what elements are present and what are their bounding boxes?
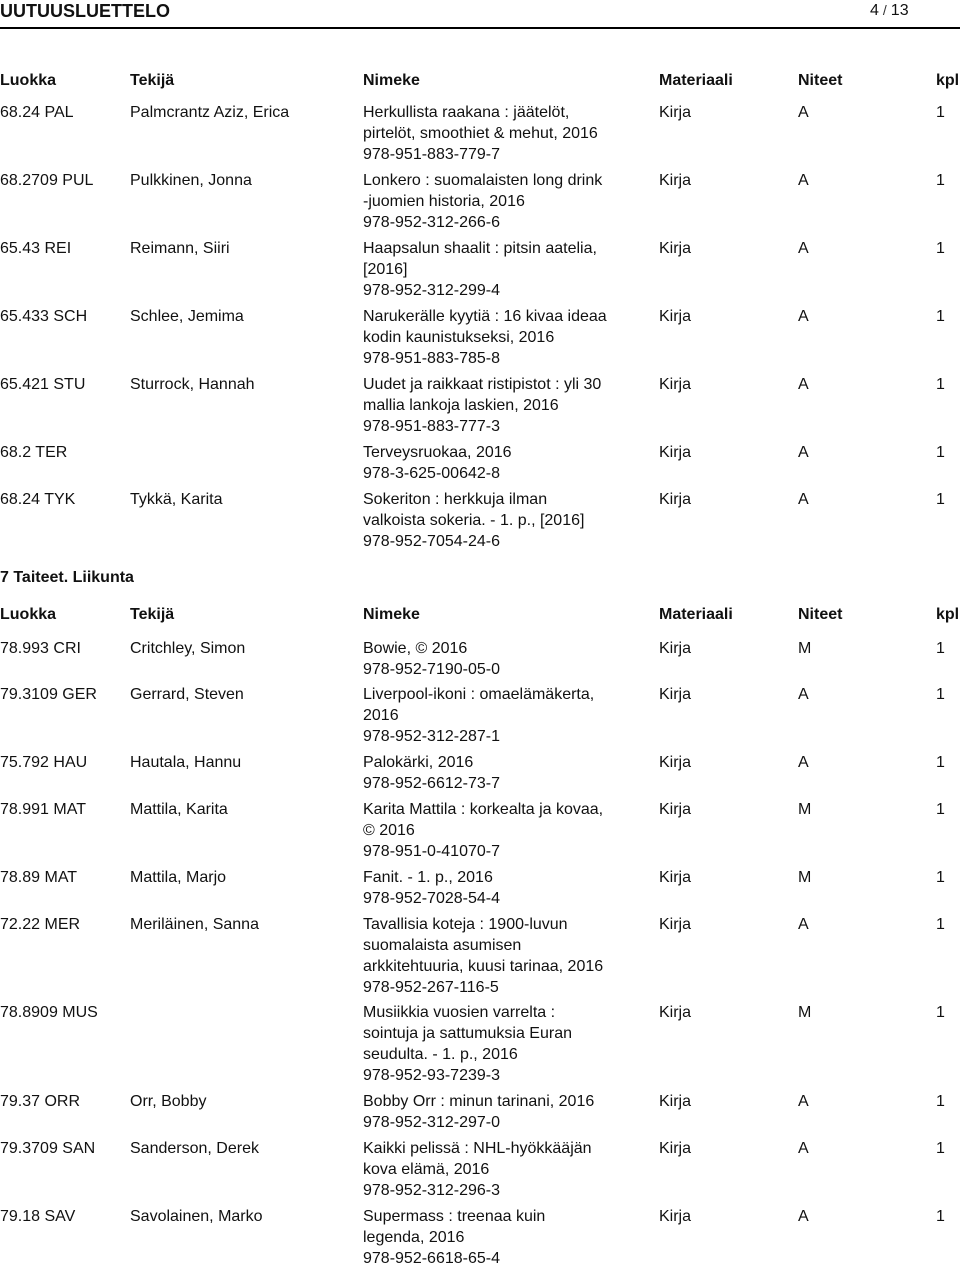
- luokka-cell: 78.991 MAT: [0, 801, 86, 818]
- luokka-cell: 68.2709 PUL: [0, 172, 94, 189]
- nimeke-cell: [363, 170, 602, 233]
- luokka-cell: 79.37 ORR: [0, 1093, 81, 1110]
- title-line: Palokärki, 2016: [363, 754, 474, 771]
- tekija-cell: Hautala, Hannu: [130, 754, 242, 771]
- materiaali-cell: Kirja: [659, 376, 692, 393]
- title-line: seudulta. - 1. p., 2016: [363, 1046, 518, 1063]
- kpl-cell: 1: [936, 801, 945, 818]
- title-line: Herkullista raakana : jäätelöt,: [363, 104, 570, 121]
- niteet-cell: A: [798, 240, 809, 257]
- tekija-cell: Mattila, Karita: [130, 801, 228, 818]
- niteet-cell: A: [798, 916, 809, 933]
- materiaali-cell: Kirja: [659, 491, 692, 508]
- nimeke-cell: [363, 442, 512, 484]
- title-line: Bobby Orr : minun tarinani, 2016: [363, 1093, 595, 1110]
- niteet-cell: M: [798, 1004, 812, 1021]
- materiaali-cell: Kirja: [659, 1140, 692, 1157]
- kpl-cell: 1: [936, 491, 945, 508]
- kpl-cell: 1: [936, 172, 945, 189]
- niteet-cell: A: [798, 104, 809, 121]
- title-line: [2016]: [363, 261, 408, 278]
- luokka-cell: 79.3109 GER: [0, 686, 97, 703]
- title-line: Sokeriton : herkkuja ilman: [363, 491, 548, 508]
- column-header-luokka: Luokka: [0, 606, 57, 623]
- materiaali-cell: Kirja: [659, 916, 692, 933]
- kpl-cell: 1: [936, 686, 945, 703]
- nimeke-cell: [363, 1206, 545, 1269]
- niteet-cell: A: [798, 1208, 809, 1225]
- tekija-cell: Meriläinen, Sanna: [130, 916, 259, 933]
- isbn-line: 978-952-312-299-4: [363, 282, 500, 299]
- materiaali-cell: Kirja: [659, 1208, 692, 1225]
- isbn-line: 978-952-6612-73-7: [363, 775, 500, 792]
- luokka-cell: 65.421 STU: [0, 376, 86, 393]
- column-header-niteet: Niteet: [798, 72, 843, 89]
- isbn-line: 978-952-312-287-1: [363, 728, 500, 745]
- column-header-materiaali: Materiaali: [659, 72, 733, 89]
- kpl-cell: 1: [936, 104, 945, 121]
- column-header-niteet: Niteet: [798, 606, 843, 623]
- tekija-cell: Critchley, Simon: [130, 640, 246, 657]
- isbn-line: 978-952-312-297-0: [363, 1114, 500, 1131]
- column-header-kpl: kpl: [936, 72, 960, 89]
- title-line: kodin kaunistukseksi, 2016: [363, 329, 555, 346]
- title-line: © 2016: [363, 822, 415, 839]
- title-line: Uudet ja raikkaat ristipistot : yli 30: [363, 376, 602, 393]
- tekija-cell: Mattila, Marjo: [130, 869, 227, 886]
- tekija-cell: Schlee, Jemima: [130, 308, 244, 325]
- isbn-line: 978-952-93-7239-3: [363, 1067, 500, 1084]
- header-rule: [0, 27, 960, 29]
- page-indicator: [870, 2, 909, 20]
- niteet-cell: A: [798, 172, 809, 189]
- isbn-line: 978-952-7054-24-6: [363, 533, 500, 550]
- section-title: 7 Taiteet. Liikunta: [0, 569, 134, 586]
- title-line: mallia lankoja laskien, 2016: [363, 397, 559, 414]
- materiaali-cell: Kirja: [659, 172, 692, 189]
- title-line: Fanit. - 1. p., 2016: [363, 869, 493, 886]
- nimeke-cell: [363, 1091, 594, 1133]
- niteet-cell: A: [798, 376, 809, 393]
- isbn-line: 978-951-0-41070-7: [363, 843, 500, 860]
- materiaali-cell: Kirja: [659, 240, 692, 257]
- niteet-cell: A: [798, 444, 809, 461]
- niteet-cell: M: [798, 640, 812, 657]
- niteet-cell: A: [798, 491, 809, 508]
- luokka-cell: 78.993 CRI: [0, 640, 81, 657]
- title-line: kova elämä, 2016: [363, 1161, 490, 1178]
- column-header-nimeke: Nimeke: [363, 606, 420, 623]
- isbn-line: 978-952-312-266-6: [363, 214, 500, 231]
- title-line: Narukerälle kyytiä : 16 kivaa ideaa: [363, 308, 607, 325]
- materiaali-cell: Kirja: [659, 1004, 692, 1021]
- kpl-cell: 1: [936, 1208, 945, 1225]
- nimeke-cell: [363, 306, 607, 369]
- materiaali-cell: Kirja: [659, 104, 692, 121]
- kpl-cell: 1: [936, 869, 945, 886]
- kpl-cell: 1: [936, 754, 945, 771]
- nimeke-cell: [363, 1138, 592, 1201]
- nimeke-cell: [363, 752, 500, 794]
- materiaali-cell: Kirja: [659, 444, 692, 461]
- kpl-cell: 1: [936, 240, 945, 257]
- tekija-cell: Tykkä, Karita: [130, 491, 223, 508]
- title-line: Bowie, © 2016: [363, 640, 468, 657]
- nimeke-cell: [363, 102, 598, 165]
- materiaali-cell: Kirja: [659, 869, 692, 886]
- nimeke-cell: [363, 799, 603, 862]
- tekija-cell: Savolainen, Marko: [130, 1208, 263, 1225]
- luokka-cell: 65.433 SCH: [0, 308, 88, 325]
- column-header-tekija: Tekijä: [130, 606, 175, 623]
- luokka-cell: 68.24 PAL: [0, 104, 74, 121]
- isbn-line: 978-952-7028-54-4: [363, 890, 500, 907]
- niteet-cell: A: [798, 1093, 809, 1110]
- kpl-cell: 1: [936, 1140, 945, 1157]
- kpl-cell: 1: [936, 916, 945, 933]
- luokka-cell: 68.2 TER: [0, 444, 68, 461]
- niteet-cell: A: [798, 754, 809, 771]
- title-line: Supermass : treenaa kuin: [363, 1208, 546, 1225]
- tekija-cell: Sturrock, Hannah: [130, 376, 255, 393]
- materiaali-cell: Kirja: [659, 754, 692, 771]
- title-line: Musiikkia vuosien varrelta :: [363, 1004, 556, 1021]
- title-line: arkkitehtuuria, kuusi tarinaa, 2016: [363, 958, 604, 975]
- tekija-cell: Orr, Bobby: [130, 1093, 207, 1110]
- luokka-cell: 68.24 TYK: [0, 491, 76, 508]
- title-line: 2016: [363, 707, 399, 724]
- page-separator: /: [882, 2, 887, 18]
- luokka-cell: 72.22 MER: [0, 916, 81, 933]
- luokka-cell: 79.18 SAV: [0, 1208, 76, 1225]
- luokka-cell: 78.89 MAT: [0, 869, 78, 886]
- niteet-cell: A: [798, 308, 809, 325]
- isbn-line: 978-3-625-00642-8: [363, 465, 500, 482]
- isbn-line: 978-951-883-779-7: [363, 146, 500, 163]
- column-header-luokka: Luokka: [0, 72, 57, 89]
- isbn-line: 978-952-7190-05-0: [363, 661, 500, 678]
- column-header-materiaali: Materiaali: [659, 606, 733, 623]
- niteet-cell: M: [798, 801, 812, 818]
- nimeke-cell: [363, 914, 603, 998]
- isbn-line: 978-952-6618-65-4: [363, 1250, 500, 1267]
- nimeke-cell: [363, 684, 594, 747]
- nimeke-cell: [363, 489, 584, 552]
- materiaali-cell: Kirja: [659, 308, 692, 325]
- title-line: sointuja ja sattumuksia Euran: [363, 1025, 572, 1042]
- luokka-cell: 79.3709 SAN: [0, 1140, 96, 1157]
- nimeke-cell: [363, 1002, 572, 1086]
- kpl-cell: 1: [936, 1093, 945, 1110]
- tekija-cell: Pulkkinen, Jonna: [130, 172, 252, 189]
- luokka-cell: 78.8909 MUS: [0, 1004, 98, 1021]
- kpl-cell: 1: [936, 1004, 945, 1021]
- materiaali-cell: Kirja: [659, 1093, 692, 1110]
- title-line: Terveysruokaa, 2016: [363, 444, 512, 461]
- column-header-kpl: kpl: [936, 606, 960, 623]
- niteet-cell: A: [798, 1140, 809, 1157]
- title-line: Tavallisia koteja : 1900-luvun: [363, 916, 568, 933]
- nimeke-cell: [363, 238, 597, 301]
- isbn-line: 978-951-883-777-3: [363, 418, 500, 435]
- page-current: 4: [870, 2, 879, 19]
- niteet-cell: A: [798, 686, 809, 703]
- document-title: UUTUUSLUETTELO: [0, 1, 170, 21]
- title-line: valkoista sokeria. - 1. p., [2016]: [363, 512, 585, 529]
- luokka-cell: 75.792 HAU: [0, 754, 88, 771]
- materiaali-cell: Kirja: [659, 686, 692, 703]
- isbn-line: 978-952-267-116-5: [363, 979, 499, 996]
- title-line: Lonkero : suomalaisten long drink: [363, 172, 603, 189]
- title-line: -juomien historia, 2016: [363, 193, 525, 210]
- title-line: Karita Mattila : korkealta ja kovaa,: [363, 801, 604, 818]
- kpl-cell: 1: [936, 640, 945, 657]
- nimeke-cell: [363, 638, 500, 680]
- kpl-cell: 1: [936, 376, 945, 393]
- materiaali-cell: Kirja: [659, 801, 692, 818]
- title-line: legenda, 2016: [363, 1229, 465, 1246]
- kpl-cell: 1: [936, 308, 945, 325]
- isbn-line: 978-952-312-296-3: [363, 1182, 500, 1199]
- column-header-nimeke: Nimeke: [363, 72, 420, 89]
- nimeke-cell: [363, 867, 500, 909]
- isbn-line: 978-951-883-785-8: [363, 350, 500, 367]
- luokka-cell: 65.43 REI: [0, 240, 72, 257]
- niteet-cell: M: [798, 869, 812, 886]
- title-line: suomalaista asumisen: [363, 937, 522, 954]
- tekija-cell: Gerrard, Steven: [130, 686, 244, 703]
- materiaali-cell: Kirja: [659, 640, 692, 657]
- kpl-cell: 1: [936, 444, 945, 461]
- title-line: Haapsalun shaalit : pitsin aatelia,: [363, 240, 597, 257]
- title-line: Liverpool-ikoni : omaelämäkerta,: [363, 686, 595, 703]
- title-line: pirtelöt, smoothiet & mehut, 2016: [363, 125, 598, 142]
- tekija-cell: Sanderson, Derek: [130, 1140, 259, 1157]
- title-line: Kaikki pelissä : NHL-hyökkääjän: [363, 1140, 592, 1157]
- column-header-tekija: Tekijä: [130, 72, 175, 89]
- tekija-cell: Palmcrantz Aziz, Erica: [130, 104, 290, 121]
- tekija-cell: Reimann, Siiri: [130, 240, 230, 257]
- nimeke-cell: [363, 374, 601, 437]
- page-total: 13: [890, 2, 909, 19]
